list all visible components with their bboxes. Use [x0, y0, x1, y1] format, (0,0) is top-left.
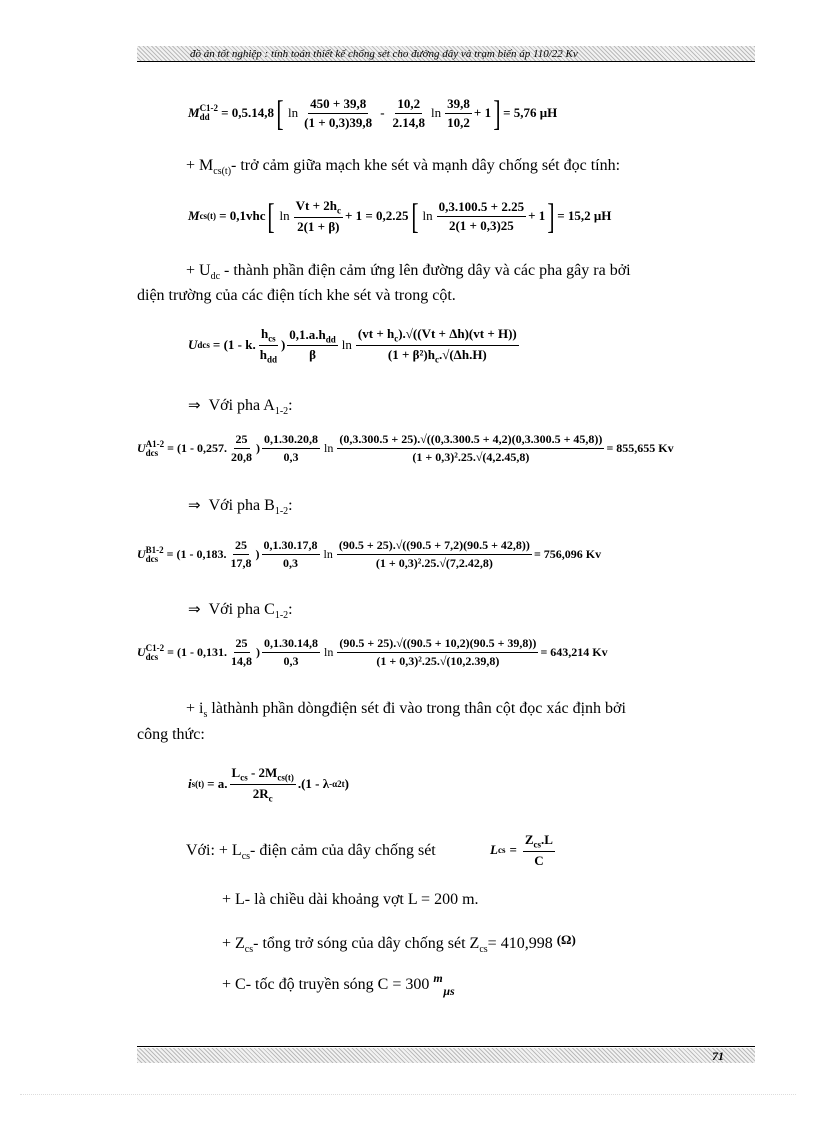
equation-lcs: L cs = $\frac{Z_{cs}.L}{C}$ [490, 832, 553, 868]
implies-arrow-icon: ⇒ [188, 600, 201, 618]
equation-is-t: i s(t) = a. $\frac{L_{cs} - 2M_{cs(t)}}{2R_c}$ .(1 - λ -α2t ) [188, 765, 349, 804]
item-span-length: + L- là chiều dài khoảng vợt L = 200 m. [222, 891, 479, 908]
equation-udcs-general: U dcs = (1 - k. $\frac{h_{cs}}{h_{dd}}$ ) $\frac{0,1.a.h_{dd}}{\beta}$ ln $\frac{(vt + h_c).√((Vt + \Delta h)(vt + H))}{(1 + \beta^2)h_c.√(\Delta h.H)}$ [188, 326, 517, 365]
page-number: 71 [712, 1049, 724, 1063]
phase-b-label: ⇒ Với pha $B_{1-2}$: [188, 496, 293, 518]
implies-arrow-icon: ⇒ [188, 396, 201, 414]
definition-lcs: Với: + $L_{cs}-$ điện cảm của dây chống sét [186, 842, 436, 863]
page-bottom-dotted-rule [20, 1094, 796, 1095]
item-wave-speed: + C- tốc độ truyền sóng C = 300 m μs [222, 971, 455, 998]
equation-udcs-phase-c: U C1-2 dcs = (1 - 0,131. $\frac{25}{14,8}$ ) $\frac{0,1.30.14,8}{0,3}$ ln $\frac{(90.5 + 25).√((90.5 + 10,2)(90.5 + 39,8))}{\text{(1 + 0,3)².25.√(10,2.39,8)}}$ = 643,214 Kv [137, 636, 608, 668]
header-title: đồ án tốt nghiệp : tính toán thiết kế chống sét cho đường dây và trạm biến áp 110/22 Kv [190, 48, 578, 60]
paragraph-mcs-definition: + $M_{cs(t)}-$ trở cảm giữa mạch khe sét và mạnh dây chống sét đọc tính: [186, 157, 621, 178]
equation-udcs-phase-a: U A1-2 dcs = (1 - 0,257. $\frac{25}{20,8}$ ) $\frac{0,1.30.20,8}{0,3}$ ln $\frac{(0,3.300.5 + 25).√((0,3.300.5 + 4,2)(0,3.300.5 + 45,8))}{\text{(1 + 0,3)².25.√(4,2.45,8)}}$ = 855,655 Kv [137, 432, 674, 464]
item-surge-impedance: + $Z_{cs}-$ tổng trở sóng của dây chống sét $Z_{cs}= 410,998$ $^{(\Omega)}$ [222, 932, 576, 956]
equation-mcs-t: M cs(t) = 0,1vhc [ ln $\frac{Vt + 2h_c}{2(1 + \beta)}$ + 1 = 0,2.25 [ ln $\frac{0,3.100.5 + 2.25}{2(1 + 0,3)25}$ + 1 ] = 15,2 μH [188, 196, 612, 237]
paragraph-udc-definition-line2: diện trường của các điện tích khe sét và trong cột. [137, 287, 456, 304]
phase-c-label: ⇒ Với pha $C_{1-2}$: [188, 600, 293, 622]
footer-bar [137, 1048, 755, 1063]
paragraph-is-definition-line2: công thức: [137, 726, 205, 743]
implies-arrow-icon: ⇒ [188, 496, 201, 514]
footer-rule [137, 1046, 755, 1047]
header-rule [137, 61, 755, 62]
paragraph-is-definition-line1: + $i_s$ làthành phần dòngđiện sét đi vào trong thân cột đọc xác định bởi [186, 700, 626, 721]
phase-a-label: ⇒ Với pha $A_{1-2}$: [188, 396, 293, 418]
equation-udcs-phase-b: U B1-2 dcs = (1 - 0,183. $\frac{25}{17,8}$ ) $\frac{0,1.30.17,8}{0,3}$ ln $\frac{(90.5 + 25).√((90.5 + 7,2)(90.5 + 42,8))}{\text{(1 + 0,3)².25.√(7,2.42,8)}}$ = 756,096 Kv [137, 538, 602, 570]
paragraph-udc-definition-line1: + $U_{dc}$ - thành phần điện cảm ứng lên đường dây và các pha gây ra bởi [186, 262, 631, 283]
equation-mutual-inductance-c12: M C1-2 dd = 0,5.14,8 [ ln $\frac{450 + 39,8}{(1 + 0,3)39,8}$ - $\frac{10,2}{2.14,8}$ ln $\frac{39,8}{10,2}$ + 1 ] = 5,76 μH [188, 93, 558, 133]
